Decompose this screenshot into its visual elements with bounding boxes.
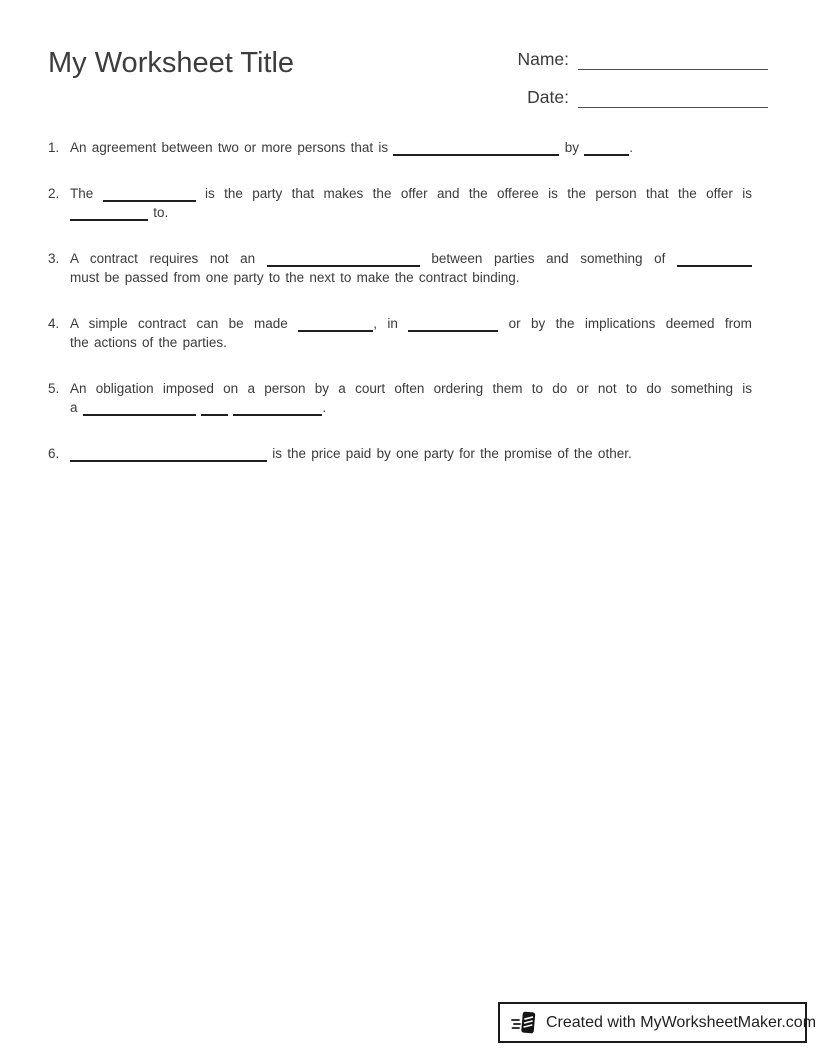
answer-blank <box>103 188 196 202</box>
date-row <box>511 87 768 108</box>
credit-text: Created with MyWorksheetMaker.com <box>546 1013 816 1031</box>
question-text: An obligation imposed on a person by a court often ordering them to do or not to do something is a . <box>70 381 752 415</box>
answer-blank <box>267 253 420 267</box>
question-text: The is the party that makes the offer and the offeree is the person that the offer is to. <box>70 186 752 220</box>
date-write-line <box>578 107 768 108</box>
answer-blank <box>83 402 196 416</box>
question-number: 5. <box>48 381 60 396</box>
answer-blank <box>298 318 373 332</box>
name-row <box>511 49 768 70</box>
speeding-document-icon <box>511 1009 538 1036</box>
question-number: 4. <box>48 316 60 331</box>
answer-blank <box>393 142 559 156</box>
name-date-fields <box>511 47 768 108</box>
answer-blank <box>70 448 267 462</box>
answer-blank <box>201 402 228 416</box>
question-text: An agreement between two or more persons that is by . <box>70 140 633 155</box>
question-text: A simple contract can be made , in or by the implications deemed from the actions of the parties. <box>70 316 752 350</box>
name-label: Name: <box>517 49 569 69</box>
answer-blank <box>584 142 629 156</box>
credit-badge[interactable] <box>498 1002 816 1043</box>
question-number: 1. <box>48 140 60 155</box>
question-number: 2. <box>48 186 60 201</box>
date-label: Date: <box>527 87 569 107</box>
question-text: is the price paid by one party for the promise of the other. <box>70 444 752 463</box>
worksheet-header <box>0 0 816 108</box>
question-item <box>48 138 752 157</box>
question-item <box>48 444 752 463</box>
question-item <box>48 379 752 417</box>
answer-blank <box>408 318 498 332</box>
name-write-line <box>578 69 768 70</box>
question-item <box>48 249 752 287</box>
answer-blank <box>70 207 148 221</box>
question-number: 3. <box>48 251 60 266</box>
question-text: A contract requires not an between parties and something of must be passed from one party to the next to make the contract binding. <box>70 249 752 287</box>
question-number: 6. <box>48 446 60 461</box>
question-item <box>48 184 752 222</box>
page-title: My Worksheet Title <box>48 47 295 79</box>
answer-blank <box>677 253 752 267</box>
question-item <box>48 314 752 352</box>
answer-blank <box>233 402 322 416</box>
questions-list <box>48 138 752 463</box>
